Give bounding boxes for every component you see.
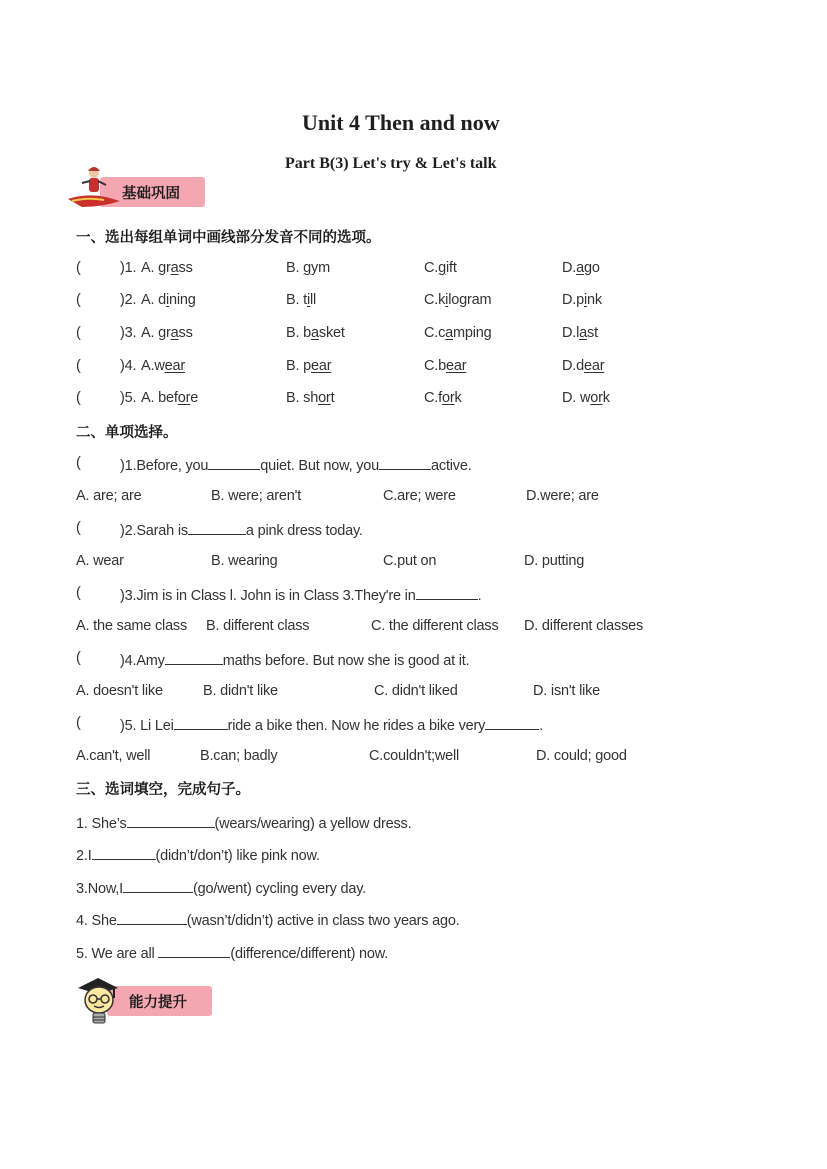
- answer-blank: [165, 650, 223, 665]
- option-b: [286, 292, 316, 308]
- choice-option: A.can't, well: [76, 748, 151, 764]
- question-number: )4.: [120, 653, 137, 669]
- option-d: [562, 325, 598, 341]
- word-part: gr: [158, 260, 171, 276]
- fill-sentence: [76, 813, 411, 832]
- option-letter: C.: [424, 292, 439, 308]
- choice-option: C.are; were: [383, 488, 456, 504]
- choice-option: D. different classes: [524, 618, 644, 634]
- option-d: [562, 292, 602, 308]
- word-part: go: [583, 260, 600, 276]
- choice-option: A. doesn't like: [76, 683, 163, 699]
- option-letter: A.: [141, 292, 159, 308]
- fill-sentence: [76, 943, 388, 962]
- answer-blank: [127, 813, 215, 828]
- choice-option: D. could; good: [536, 748, 627, 764]
- choice-option: A. are; are: [76, 488, 142, 504]
- advanced-banner-label: 能力提升: [129, 995, 187, 1011]
- word-part: ift: [445, 260, 457, 276]
- choice-option: D. isn't like: [533, 683, 601, 699]
- word-part: bef: [158, 390, 178, 406]
- word-part: mping: [453, 325, 492, 341]
- underlined-sound: a: [170, 260, 179, 276]
- sentence-start: 3.Now,I: [76, 881, 123, 897]
- answer-blank: [379, 455, 431, 470]
- option-a: [141, 390, 198, 406]
- option-letter: B.: [286, 292, 304, 308]
- underlined-sound: a: [445, 325, 454, 341]
- option-a: [141, 325, 193, 341]
- sentence-end: (wasn’t/didn’t) active in class two years ago.: [186, 913, 460, 929]
- underlined-sound: i: [445, 292, 449, 308]
- underlined-sound: g: [438, 260, 446, 276]
- page-title: Unit 4 Then and now: [302, 110, 500, 135]
- underlined-sound: g: [303, 260, 312, 276]
- choice-option: C.put on: [383, 553, 437, 569]
- option-letter: B.: [286, 390, 304, 406]
- option-a: [141, 292, 196, 308]
- option-letter: D.: [562, 358, 577, 374]
- question-part: .: [539, 718, 544, 734]
- word-part: ss: [178, 325, 193, 341]
- answer-paren: (: [76, 715, 81, 731]
- option-b: [286, 325, 345, 341]
- word-part: nk: [587, 292, 602, 308]
- choice-option: B. were; aren't: [211, 488, 302, 504]
- fill-sentence: [76, 845, 320, 864]
- option-c: [424, 325, 492, 341]
- question-text: [120, 715, 543, 734]
- sentence-start: 4. She: [76, 913, 117, 929]
- answer-paren: (: [76, 260, 81, 276]
- option-a: [141, 358, 185, 374]
- option-letter: D.: [562, 390, 580, 406]
- underlined-sound: a: [576, 260, 584, 276]
- word-part: ll: [310, 292, 317, 308]
- choice-option: C. didn't liked: [374, 683, 458, 699]
- question-text: [120, 585, 481, 604]
- word-part: ning: [169, 292, 196, 308]
- word-part: e: [190, 390, 199, 406]
- word-part: sket: [318, 325, 345, 341]
- option-letter: D.: [562, 260, 577, 276]
- question-number: )2.: [120, 523, 137, 539]
- question-part: Jim is in Class l. John is in Class 3.They're in: [136, 588, 416, 604]
- word-part: p: [576, 292, 584, 308]
- word-part: ym: [311, 260, 330, 276]
- word-part: d: [576, 358, 584, 374]
- option-letter: A.: [141, 358, 155, 374]
- option-d: [562, 260, 600, 276]
- answer-blank: [117, 910, 187, 925]
- answer-paren: (: [76, 390, 81, 406]
- sentence-end: (go/went) cycling every day.: [192, 881, 367, 897]
- answer-blank: [92, 845, 156, 860]
- question-part: ride a bike then. Now he rides a bike very: [227, 718, 486, 734]
- question-number: )1.: [120, 458, 137, 474]
- option-letter: D.: [562, 325, 577, 341]
- question-part: Sarah is: [136, 523, 188, 539]
- underlined-sound: ear: [445, 358, 467, 374]
- option-letter: C.: [424, 260, 439, 276]
- choice-option: D.were; are: [526, 488, 599, 504]
- question-number: )5.: [120, 718, 137, 734]
- fill-sentence: [76, 910, 460, 929]
- option-c: [424, 358, 466, 374]
- option-b: [286, 390, 334, 406]
- choice-option: B. different class: [206, 618, 310, 634]
- word-part: sh: [303, 390, 319, 406]
- option-b: [286, 260, 330, 276]
- option-c: [424, 390, 462, 406]
- answer-blank: [208, 455, 260, 470]
- option-letter: B.: [286, 358, 304, 374]
- word-part: w: [154, 358, 165, 374]
- question-number: )1.: [120, 260, 137, 276]
- option-letter: A.: [141, 260, 159, 276]
- option-letter: C.: [424, 358, 439, 374]
- sentence-start: 2.I: [76, 848, 92, 864]
- word-part: gr: [158, 325, 171, 341]
- question-part: Amy: [136, 653, 165, 669]
- basic-banner-label: 基础巩固: [122, 186, 180, 202]
- question-part: Before, you: [136, 458, 209, 474]
- answer-paren: (: [76, 585, 81, 601]
- question-text: [120, 650, 469, 669]
- option-c: [424, 260, 457, 276]
- question-part: quiet. But now, you: [260, 458, 380, 474]
- option-d: [562, 358, 604, 374]
- word-part: ss: [178, 260, 193, 276]
- question-text: [120, 455, 472, 474]
- option-letter: B.: [286, 260, 304, 276]
- choice-option: A. the same class: [76, 618, 188, 634]
- underlined-sound: a: [311, 325, 319, 341]
- word-part: c: [438, 325, 446, 341]
- underlined-sound: or: [177, 390, 191, 406]
- answer-paren: (: [76, 650, 81, 666]
- sentence-end: (difference/different) now.: [230, 946, 389, 962]
- lightbulb-icon: [74, 974, 124, 1030]
- underlined-sound: or: [441, 390, 455, 406]
- option-letter: A.: [141, 390, 159, 406]
- word-part: t: [330, 390, 335, 406]
- answer-paren: (: [76, 358, 81, 374]
- underlined-sound: a: [579, 325, 588, 341]
- answer-paren: (: [76, 520, 81, 536]
- word-part: f: [438, 390, 442, 406]
- question-part: .: [477, 588, 482, 604]
- word-part: logram: [448, 292, 492, 308]
- answer-blank: [123, 878, 193, 893]
- underlined-sound: a: [170, 325, 179, 341]
- question-part: Li Lei: [136, 718, 174, 734]
- sentence-end: (wears/wearing) a yellow dress.: [214, 816, 412, 832]
- choice-option: D. putting: [524, 553, 585, 569]
- question-number: )5.: [120, 390, 137, 406]
- section2-heading: 二、单项选择。: [76, 425, 178, 441]
- option-letter: A.: [141, 325, 159, 341]
- underlined-sound: ear: [164, 358, 185, 374]
- word-part: b: [303, 325, 312, 341]
- word-part: l: [576, 325, 580, 341]
- sentence-start: 1. She’s: [76, 816, 127, 832]
- section3-heading: 三、选词填空，完成句子。: [76, 782, 250, 798]
- word-part: k: [438, 292, 446, 308]
- option-c: [424, 292, 491, 308]
- section1-heading: 一、选出每组单词中画线部分发音不同的选项。: [76, 230, 381, 246]
- choice-option: C. the different class: [371, 618, 499, 634]
- option-a: [141, 260, 193, 276]
- question-number: )4.: [120, 358, 137, 374]
- answer-paren: (: [76, 292, 81, 308]
- word-part: d: [158, 292, 167, 308]
- question-text: [120, 520, 363, 539]
- word-part: w: [579, 390, 591, 406]
- underlined-sound: ear: [583, 358, 605, 374]
- choice-option: C.couldn't;well: [369, 748, 460, 764]
- flying-carpet-icon: [66, 163, 124, 213]
- word-part: k: [602, 390, 610, 406]
- answer-blank: [174, 715, 228, 730]
- underlined-sound: i: [166, 292, 170, 308]
- option-d: [562, 390, 610, 406]
- answer-paren: (: [76, 325, 81, 341]
- question-number: )3.: [120, 325, 137, 341]
- option-letter: C.: [424, 325, 439, 341]
- word-part: st: [587, 325, 598, 341]
- question-number: )2.: [120, 292, 137, 308]
- word-part: p: [303, 358, 312, 374]
- word-part: t: [303, 292, 307, 308]
- answer-blank: [485, 715, 539, 730]
- underlined-sound: ear: [311, 358, 332, 374]
- question-part: a pink dress today.: [245, 523, 363, 539]
- option-letter: B.: [286, 325, 304, 341]
- answer-paren: (: [76, 455, 81, 471]
- answer-blank: [416, 585, 478, 600]
- sentence-start: 5. We are all: [76, 946, 159, 962]
- page-subtitle: Part B(3) Let's try & Let's talk: [285, 155, 497, 172]
- question-part: maths before. But now she is good at it.: [222, 653, 470, 669]
- answer-blank: [188, 520, 246, 535]
- underlined-sound: i: [583, 292, 588, 308]
- word-part: b: [438, 358, 446, 374]
- option-b: [286, 358, 331, 374]
- answer-blank: [158, 943, 230, 958]
- underlined-sound: i: [306, 292, 311, 308]
- question-part: active.: [431, 458, 472, 474]
- word-part: k: [454, 390, 462, 406]
- sentence-end: (didn’t/don’t) like pink now.: [155, 848, 320, 864]
- choice-option: B. didn't like: [203, 683, 278, 699]
- choice-option: B. wearing: [211, 553, 278, 569]
- option-letter: C.: [424, 390, 439, 406]
- question-number: )3.: [120, 588, 137, 604]
- choice-option: A. wear: [76, 553, 124, 569]
- underlined-sound: or: [590, 390, 603, 406]
- fill-sentence: [76, 878, 366, 897]
- choice-option: B.can; badly: [200, 748, 278, 764]
- underlined-sound: or: [318, 390, 331, 406]
- option-letter: D.: [562, 292, 577, 308]
